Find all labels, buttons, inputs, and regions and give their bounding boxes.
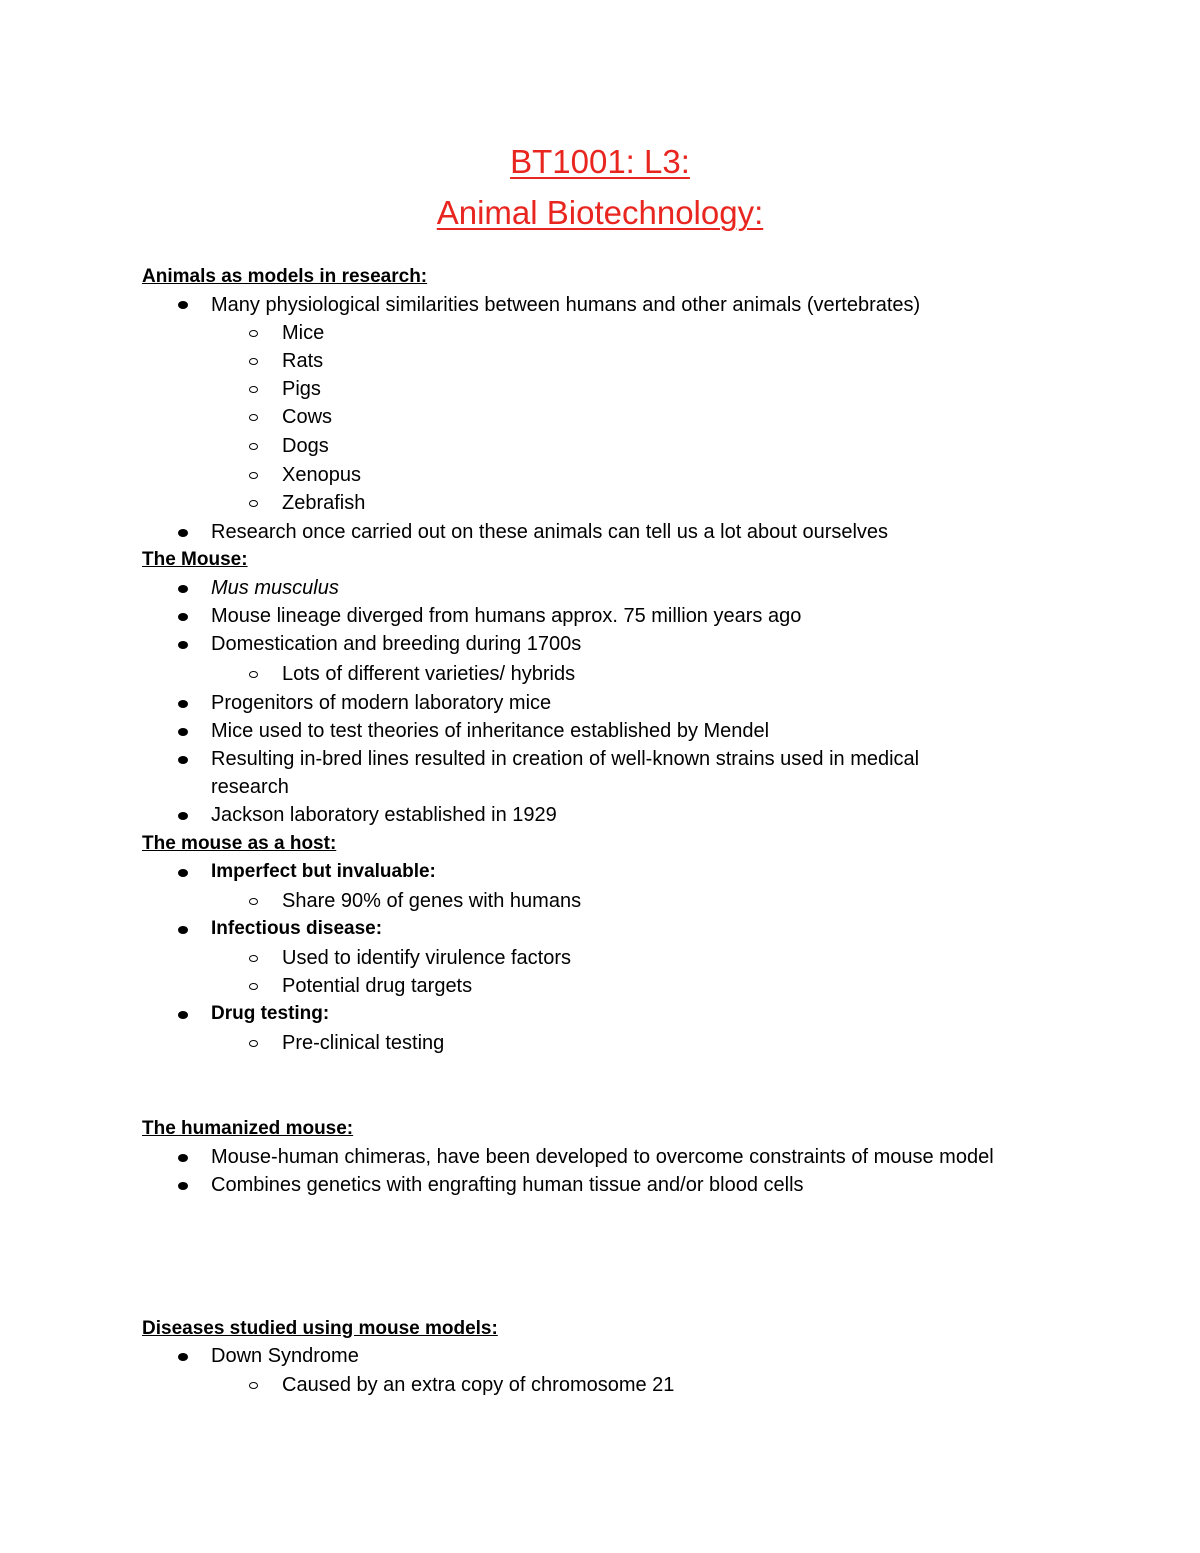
section-heading-diseases: Diseases studied using mouse models: [142, 1318, 498, 1339]
list-item: Research once carried out on these animals can tell us a lot about ourselves [211, 521, 889, 543]
section-heading-mouse-as-host: The mouse as a host: [142, 833, 337, 854]
sub-list-item: Share 90% of genes with humans [282, 890, 582, 912]
hollow-bullet-icon [249, 983, 258, 990]
bullet-icon [178, 728, 188, 736]
bullet-icon [178, 1154, 188, 1162]
list-item: Progenitors of modern laboratory mice [211, 692, 552, 714]
hollow-bullet-icon [249, 472, 258, 479]
bullet-icon [178, 641, 188, 649]
sub-list-item: Mice [282, 322, 325, 344]
sub-list-item: Dogs [282, 435, 329, 457]
list-item: Combines genetics with engrafting human tissue and/or blood cells [211, 1174, 804, 1196]
bullet-icon [178, 700, 188, 708]
list-item: Imperfect but invaluable: [211, 861, 436, 882]
list-item: Jackson laboratory established in 1929 [211, 804, 557, 826]
section-heading-humanized-mouse: The humanized mouse: [142, 1118, 354, 1139]
bullet-icon [178, 1182, 188, 1190]
section-heading-the-mouse: The Mouse: [142, 549, 248, 570]
list-item-continuation: research [211, 776, 289, 798]
bullet-icon [178, 301, 188, 309]
sub-list-item: Cows [282, 406, 333, 428]
document-title-line1: BT1001: L3: [510, 143, 690, 180]
list-item: Infectious disease: [211, 918, 383, 939]
sub-list-item: Pre-clinical testing [282, 1032, 445, 1054]
list-item: Mice used to test theories of inheritance established by Mendel [211, 720, 770, 742]
bullet-icon [178, 812, 188, 820]
sub-list-item: Lots of different varieties/ hybrids [282, 663, 576, 685]
list-item: Many physiological similarities between humans and other animals (vertebrates) [211, 294, 921, 316]
sub-list-item: Rats [282, 350, 324, 372]
bullet-icon [178, 926, 188, 934]
hollow-bullet-icon [249, 386, 258, 393]
bullet-icon [178, 529, 188, 537]
list-item: Mus musculus [211, 577, 339, 599]
list-item: Resulting in-bred lines resulted in creation of well-known strains used in medical [211, 748, 920, 770]
hollow-bullet-icon [249, 358, 258, 365]
bullet-icon [178, 869, 188, 877]
hollow-bullet-icon [249, 898, 258, 905]
list-item: Mouse-human chimeras, have been developed to overcome constraints of mouse model [211, 1146, 994, 1168]
hollow-bullet-icon [249, 500, 258, 507]
sub-list-item: Used to identify virulence factors [282, 947, 572, 969]
sub-list-item: Xenopus [282, 464, 361, 486]
hollow-bullet-icon [249, 955, 258, 962]
list-item: Domestication and breeding during 1700s [211, 633, 582, 655]
list-item: Down Syndrome [211, 1345, 359, 1367]
list-item: Drug testing: [211, 1003, 330, 1024]
hollow-bullet-icon [249, 330, 258, 337]
hollow-bullet-icon [249, 443, 258, 450]
sub-list-item: Pigs [282, 378, 321, 400]
hollow-bullet-icon [249, 1040, 258, 1047]
sub-list-item: Caused by an extra copy of chromosome 21 [282, 1374, 675, 1396]
bullet-icon [178, 1353, 188, 1361]
sub-list-item: Potential drug targets [282, 975, 473, 997]
hollow-bullet-icon [249, 414, 258, 421]
hollow-bullet-icon [249, 671, 258, 678]
bullet-icon [178, 585, 188, 593]
sub-list-item: Zebrafish [282, 492, 366, 514]
bullet-icon [178, 1011, 188, 1019]
document-title-line2: Animal Biotechnology: [436, 194, 764, 231]
bullet-icon [178, 756, 188, 764]
list-item: Mouse lineage diverged from humans approx. 75 million years ago [211, 605, 802, 627]
bullet-icon [178, 613, 188, 621]
section-heading-animals-as-models: Animals as models in research: [142, 266, 428, 287]
hollow-bullet-icon [249, 1382, 258, 1389]
